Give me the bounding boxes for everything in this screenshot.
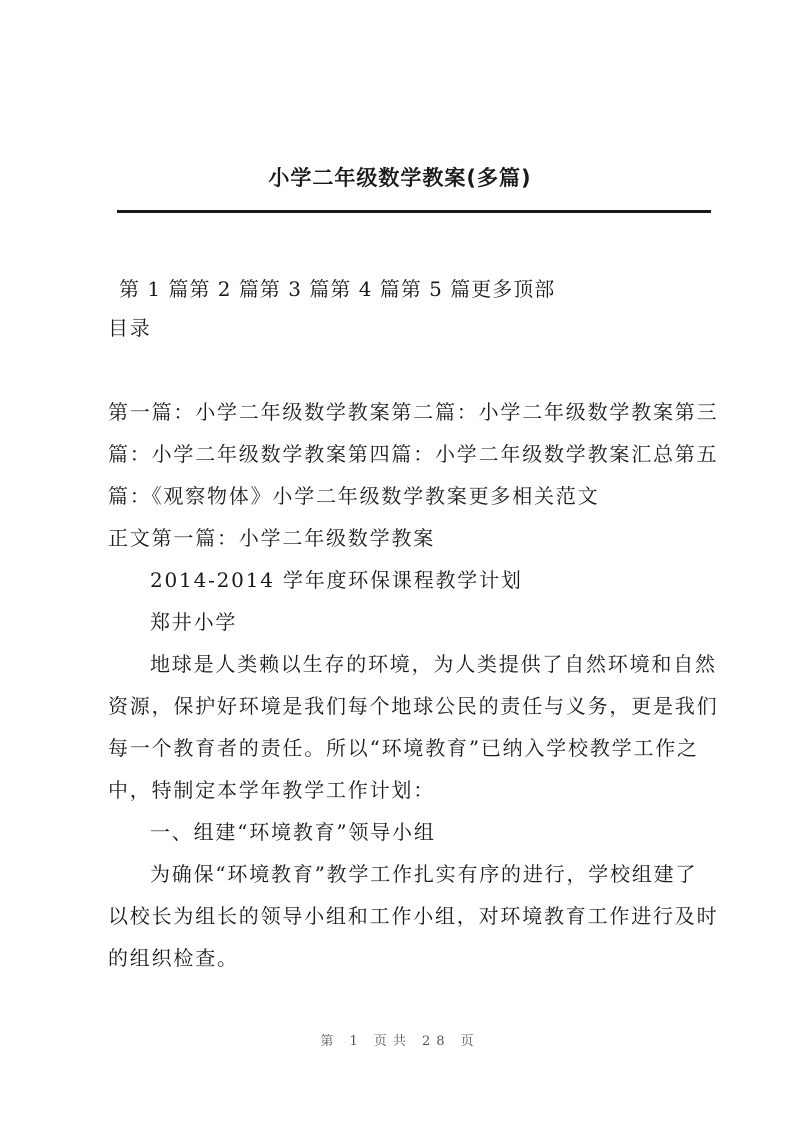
section-nav xyxy=(119,275,555,303)
nav-link-part-3[interactable]: 第 3 篇 xyxy=(259,277,331,301)
sub-heading: 一、组建“环境教育”领导小组 xyxy=(150,820,436,844)
nav-link-more[interactable]: 更多 xyxy=(471,277,514,301)
toc-line: 篇：小学二年级数学教案第四篇：小学二年级数学教案汇总第五 xyxy=(108,442,719,466)
document-title: 小学二年级数学教案(多篇) xyxy=(268,166,532,190)
paragraph-line: 地球是人类赖以生存的环境，为人类提供了自然环境和自然 xyxy=(150,652,717,676)
nav-link-part-5[interactable]: 第 5 篇 xyxy=(400,277,472,301)
page-number: 第 1 页共 28 页 xyxy=(320,1034,480,1049)
paragraph-line: 资源，保护好环境是我们每个地球公民的责任与义务，更是我们 xyxy=(108,694,719,718)
paragraph-line: 中，特制定本学年教学工作计划： xyxy=(108,778,435,802)
paragraph-line: 每一个教育者的责任。所以“环境教育”已纳入学校教学工作之 xyxy=(108,736,699,760)
title-divider xyxy=(117,210,711,213)
paragraph-line: 的组织检查。 xyxy=(108,946,239,970)
nav-link-part-4[interactable]: 第 4 篇 xyxy=(330,277,401,301)
paragraph-line: 为确保“环境教育”教学工作扎实有序的进行，学校组建了 xyxy=(150,862,698,886)
toc-line: 第一篇：小学二年级数学教案第二篇：小学二年级数学教案第三 xyxy=(108,400,719,424)
paragraph-line: 以校长为组长的领导小组和工作小组，对环境教育工作进行及时 xyxy=(108,904,719,928)
nav-link-top[interactable]: 顶部 xyxy=(513,277,556,301)
nav-link-part-2[interactable]: 第 2 篇 xyxy=(189,277,260,301)
school-name: 郑井小学 xyxy=(150,610,238,634)
toc-line: 篇：《观察物体》小学二年级数学教案更多相关范文 xyxy=(108,484,600,508)
plan-title: 2014-2014 学年度环保课程教学计划 xyxy=(150,568,523,592)
nav-link-part-1[interactable]: 第 1 篇 xyxy=(119,277,190,301)
section-heading: 正文第一篇：小学二年级数学教案 xyxy=(108,526,435,550)
toc-heading: 目录 xyxy=(108,316,152,340)
